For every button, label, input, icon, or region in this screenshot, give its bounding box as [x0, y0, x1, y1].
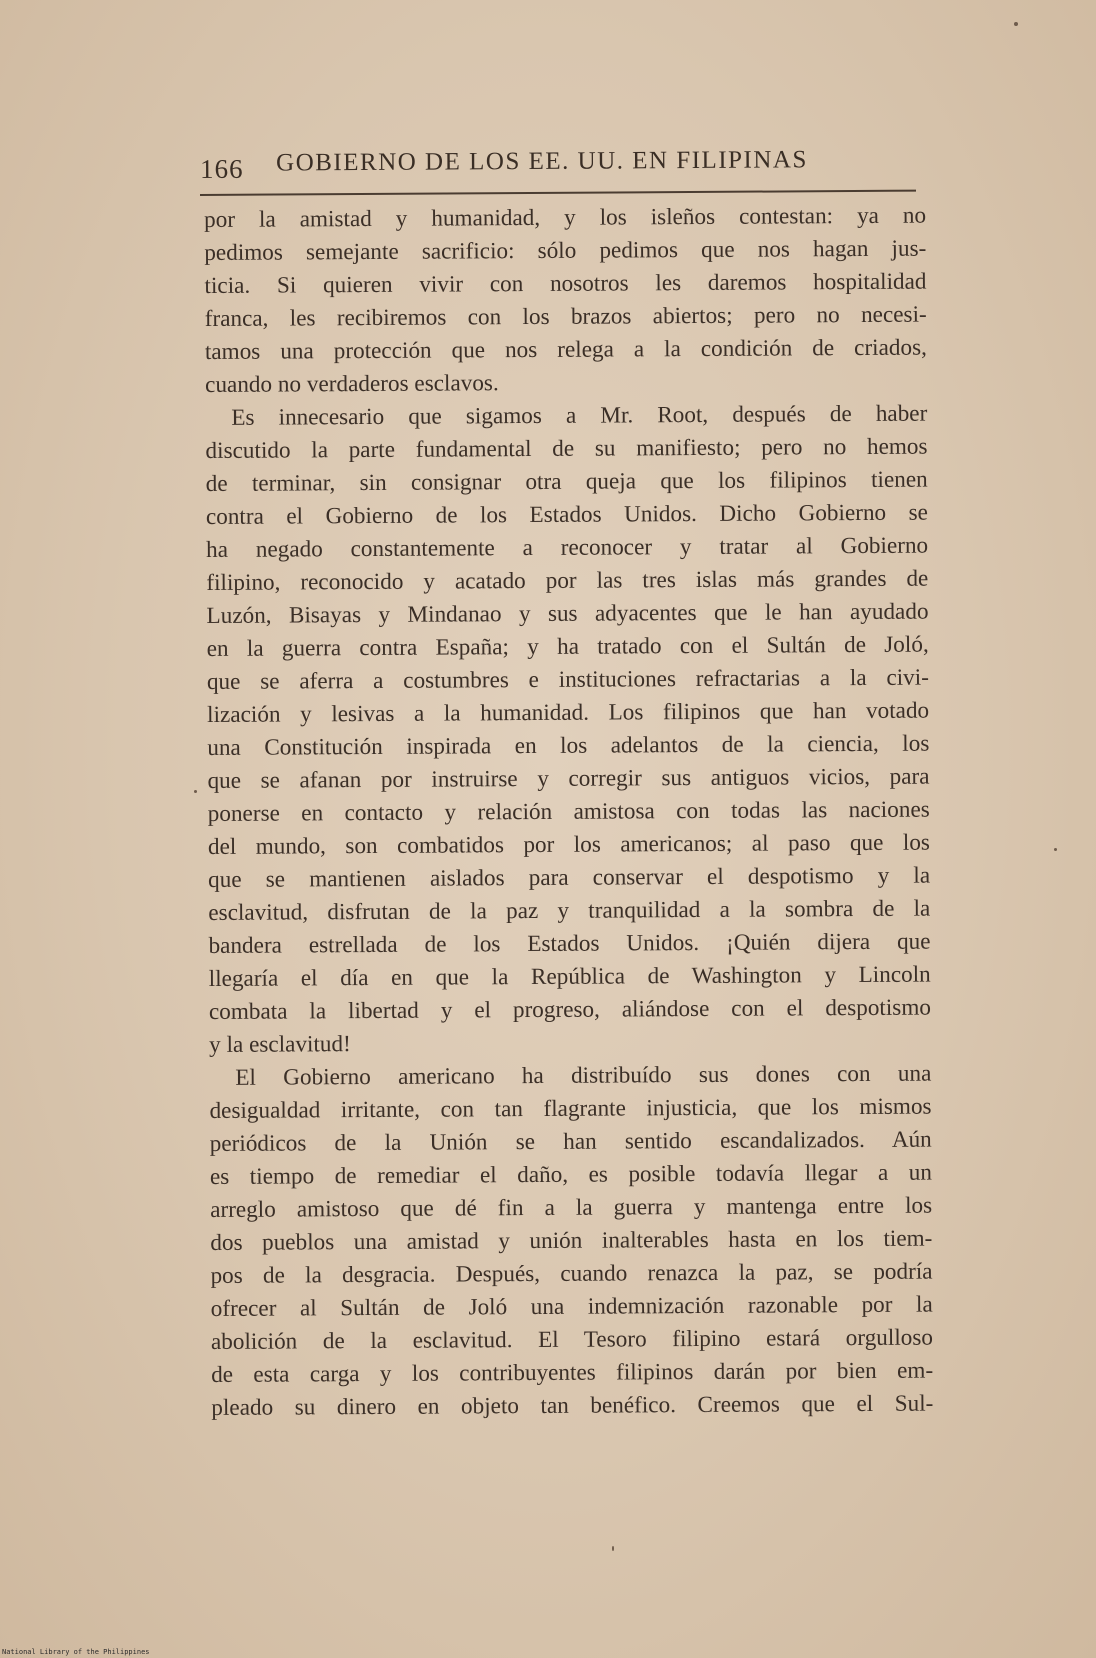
text-line: por la amistad y humanidad, y los isleños contestan: ya no — [204, 202, 927, 233]
text-line: que se mantienen aislados para conservar el despotismo y la — [208, 862, 931, 893]
text-line: tamos una protección que nos relega a la condición de criados, — [204, 334, 927, 365]
text-line: llegaría el día en que la República de Washington y Lincoln — [208, 961, 931, 992]
text-line: Es innecesario que sigamos a Mr. Root, después de haber — [231, 400, 928, 431]
body-text — [204, 200, 933, 1425]
text-line: del mundo, son combatidos por los americanos; al paso que los — [207, 829, 930, 860]
text-line: combata la libertad y el progreso, aliándose con el despotismo — [208, 994, 932, 1025]
text-line: Luzón, Bisayas y Mindanao y sus adyacentes que le han ayudado — [206, 598, 929, 629]
text-line: es tiempo de remediar el daño, es posible todavía llegar a un — [209, 1159, 933, 1190]
source-note: National Library of the Philippines — [2, 1648, 150, 1656]
text-line: bandera estrellada de los Estados Unidos. ¡Quién dijera que — [208, 928, 931, 959]
text-line: pleado su dinero en objeto tan benéfico. Creemos que el Sul- — [211, 1390, 934, 1421]
scan-speck — [1054, 848, 1057, 851]
text-line: en la guerra contra España; y ha tratado con el Sultán de Joló, — [206, 631, 929, 662]
text-line: y la esclavitud! — [209, 1031, 351, 1058]
text-line: ofrecer al Sultán de Joló una indemnización razonable por la — [210, 1291, 933, 1322]
text-line: una Constitución inspirada en los adelantos de la ciencia, los — [207, 730, 930, 761]
scan-speck — [1014, 22, 1018, 26]
text-line: pedimos semejante sacrificio: sólo pedimos que nos hagan jus- — [204, 235, 927, 266]
text-line: cuando no verdaderos esclavos. — [205, 370, 499, 398]
text-line: contra el Gobierno de los Estados Unidos. Dicho Gobierno se — [205, 499, 928, 530]
text-line: discutido la parte fundamental de su manifiesto; pero no hemos — [205, 433, 928, 464]
scan-speck — [194, 790, 197, 793]
text-line: periódicos de la Unión se han sentido escandalizados. Aún — [209, 1126, 932, 1157]
text-line: filipino, reconocido y acatado por las tres islas más grandes de — [206, 565, 929, 596]
text-line: esclavitud, disfrutan de la paz y tranquilidad a la sombra de la — [208, 895, 931, 926]
text-line: pos de la desgracia. Después, cuando renazca la paz, se podría — [210, 1258, 933, 1289]
page-number: 166 — [200, 153, 244, 184]
text-line: que se afanan por instruirse y corregir sus antiguos vicios, para — [207, 763, 930, 794]
text-line: arreglo amistoso que dé fin a la guerra y mantenga entre los — [210, 1192, 933, 1223]
text-line: desigualdad irritante, con tan flagrante injusticia, que los mismos — [209, 1093, 932, 1124]
text-line: lización y lesivas a la humanidad. Los filipinos que han votado — [207, 697, 930, 728]
text-line: franca, les recibiremos con los brazos abiertos; pero no necesi- — [204, 301, 927, 332]
text-line: que se aferra a costumbres e instituciones refractarias a la civi- — [206, 664, 929, 695]
text-line: de terminar, sin consignar otra queja que los filipinos tienen — [205, 466, 928, 497]
text-line: dos pueblos una amistad y unión inalterables hasta en los tiem- — [210, 1225, 933, 1256]
text-line: El Gobierno americano ha distribuído sus dones con una — [235, 1060, 932, 1091]
paragraph — [209, 1058, 933, 1425]
text-line: de esta carga y los contribuyentes filipinos darán por bien em- — [211, 1357, 934, 1388]
paragraph — [204, 200, 927, 402]
text-line: abolición de la esclavitud. El Tesoro filipino estará orgulloso — [210, 1324, 934, 1355]
text-line: ha negado constantemente a reconocer y tratar al Gobierno — [206, 532, 929, 563]
scan-speck — [612, 1546, 614, 1551]
paragraph — [205, 398, 931, 1062]
text-line: ticia. Si quieren vivir con nosotros les daremos hospitalidad — [204, 268, 927, 299]
page-header — [200, 144, 920, 192]
text-line: ponerse en contacto y relación amistosa con todas las naciones — [207, 796, 930, 827]
running-title: GOBIERNO DE LOS EE. UU. EN FILIPINAS — [276, 146, 808, 177]
